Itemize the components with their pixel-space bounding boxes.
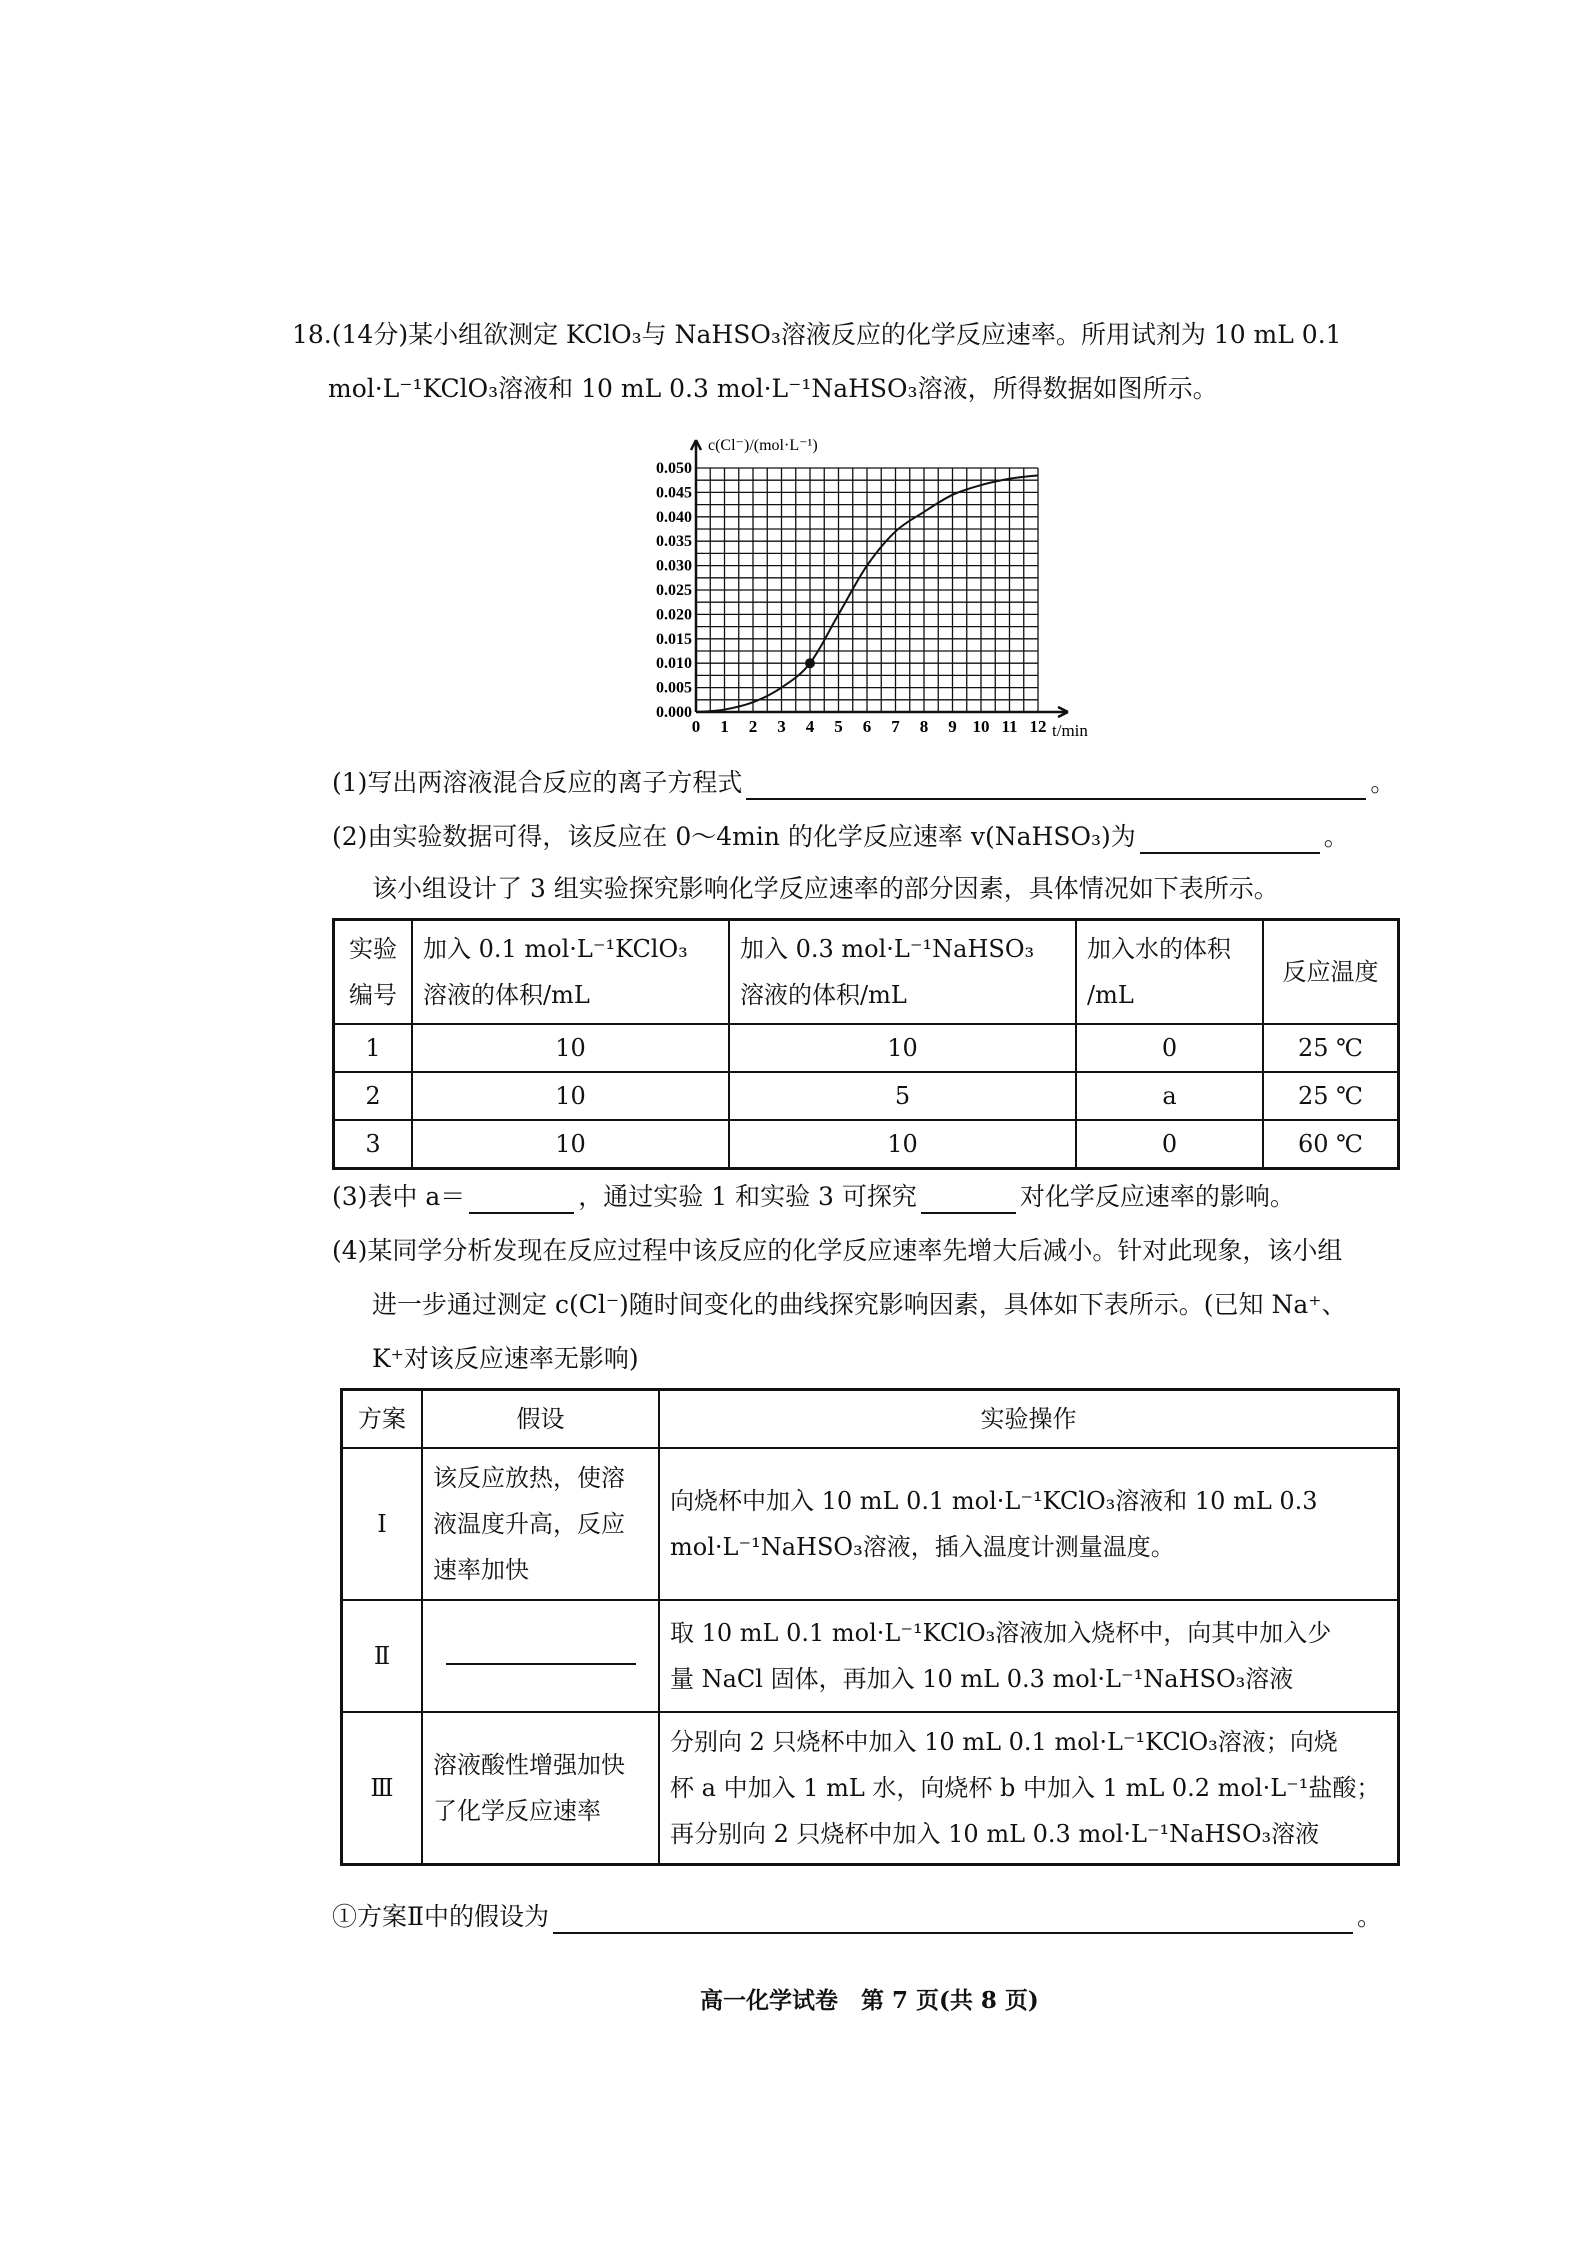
cell-kclo3: 10 bbox=[412, 1024, 729, 1072]
cell-kclo3: 10 bbox=[412, 1072, 729, 1120]
q2-text: (2)由实验数据可得，该反应在 0～4min 的化学反应速率 v(NaHSO₃)为 bbox=[332, 822, 1136, 851]
table-row bbox=[342, 1712, 1399, 1865]
x-axis bbox=[696, 707, 1068, 717]
cell-id: 1 bbox=[334, 1024, 413, 1072]
x-tick-label: 0 bbox=[691, 717, 701, 736]
table-row bbox=[334, 1120, 1399, 1169]
q2-line bbox=[332, 820, 1349, 854]
x-tick-label: 11 bbox=[1001, 717, 1018, 736]
y-tick-label: 0.015 bbox=[656, 630, 692, 648]
table1-intro: 该小组设计了 3 组实验探究影响化学反应速率的部分因素，具体情况如下表所示。 bbox=[372, 874, 1279, 903]
x-tick-label: 10 bbox=[972, 717, 990, 736]
marked-point bbox=[805, 658, 815, 668]
cell-nahso3: 5 bbox=[729, 1072, 1076, 1120]
x-tick-label: 4 bbox=[805, 717, 815, 736]
cell-scheme: Ⅱ bbox=[342, 1600, 423, 1712]
q3-line bbox=[332, 1180, 1295, 1214]
cell-nahso3: 10 bbox=[729, 1120, 1076, 1169]
experiment-table bbox=[332, 918, 1400, 1170]
chart-tick-labels bbox=[656, 460, 1047, 736]
q1-answer-blank[interactable] bbox=[746, 772, 1366, 800]
y-tick-label: 0.035 bbox=[656, 533, 692, 551]
cell-kclo3: 10 bbox=[412, 1120, 729, 1169]
y-tick-label: 0.020 bbox=[656, 606, 692, 624]
page-footer: 高一化学试卷 第 7 页(共 8 页) bbox=[700, 1987, 1039, 2014]
y-tick-label: 0.050 bbox=[656, 460, 692, 477]
q2-end: 。 bbox=[1323, 822, 1349, 851]
y-tick-label: 0.010 bbox=[656, 655, 692, 673]
q3-part3: 对化学反应速率的影响。 bbox=[1019, 1182, 1295, 1211]
header-water: 加入水的体积 /mL bbox=[1076, 920, 1263, 1025]
table-row bbox=[342, 1448, 1399, 1600]
hypothesis-blank[interactable] bbox=[446, 1633, 636, 1665]
cell-hypothesis: 该反应放热，使溶 液温度升高，反应 速率加快 bbox=[422, 1448, 659, 1600]
q4-1-text: ①方案Ⅱ中的假设为 bbox=[332, 1902, 549, 1931]
table-header-row bbox=[334, 920, 1399, 1025]
y-tick-label: 0.040 bbox=[656, 508, 692, 526]
cell-temp: 25 ℃ bbox=[1263, 1024, 1399, 1072]
cell-hypothesis: 溶液酸性增强加快 了化学反应速率 bbox=[422, 1712, 659, 1865]
q4-1-end: 。 bbox=[1357, 1902, 1383, 1931]
y-tick-label: 0.030 bbox=[656, 557, 692, 575]
cell-hypothesis bbox=[422, 1600, 659, 1712]
header-nahso3: 加入 0.3 mol·L⁻¹NaHSO₃ 溶液的体积/mL bbox=[729, 920, 1076, 1025]
q1-end: 。 bbox=[1370, 768, 1396, 797]
q3-part2: ，通过实验 1 和实验 3 可探究 bbox=[578, 1182, 917, 1211]
table-row bbox=[334, 1072, 1399, 1120]
q1-text: (1)写出两溶液混合反应的离子方程式 bbox=[332, 768, 743, 797]
cell-operation: 向烧杯中加入 10 mL 0.1 mol·L⁻¹KClO₃溶液和 10 mL 0.3 mol·L⁻¹NaHSO₃溶液，插入温度计测量温度。 bbox=[659, 1448, 1399, 1600]
x-axis-label: t/min bbox=[1052, 721, 1088, 740]
q4-line-3: K⁺对该反应速率无影响) bbox=[372, 1344, 639, 1373]
header-kclo3: 加入 0.1 mol·L⁻¹KClO₃ 溶液的体积/mL bbox=[412, 920, 729, 1025]
cell-id: 2 bbox=[334, 1072, 413, 1120]
q2-answer-blank[interactable] bbox=[1140, 826, 1320, 854]
cell-scheme: Ⅰ bbox=[342, 1448, 423, 1600]
question-line-1: 18.(14分)某小组欲测定 KClO₃与 NaHSO₃溶液反应的化学反应速率。所用试剂为 10 mL 0.1 bbox=[292, 320, 1342, 349]
x-tick-label: 9 bbox=[948, 717, 957, 736]
x-tick-label: 6 bbox=[862, 717, 872, 736]
table-row bbox=[334, 1024, 1399, 1072]
q4-line-1: (4)某同学分析发现在反应过程中该反应的化学反应速率先增大后减小。针对此现象，该小组 bbox=[332, 1236, 1343, 1265]
cell-water: 0 bbox=[1076, 1024, 1263, 1072]
scheme-table bbox=[340, 1388, 1400, 1866]
y-tick-label: 0.045 bbox=[656, 484, 692, 502]
q4-line-2: 进一步通过测定 c(Cl⁻)随时间变化的曲线探究影响因素，具体如下表所示。(已知 Na⁺、 bbox=[372, 1290, 1347, 1319]
x-tick-label: 2 bbox=[748, 717, 758, 736]
cell-water: a bbox=[1076, 1072, 1263, 1120]
q4-1-line bbox=[332, 1900, 1382, 1934]
question-line-2: mol·L⁻¹KClO₃溶液和 10 mL 0.3 mol·L⁻¹NaHSO₃溶液，所得数据如图所示。 bbox=[328, 374, 1218, 403]
header-scheme: 方案 bbox=[342, 1390, 423, 1449]
q1-line bbox=[332, 766, 1395, 800]
header-temp: 反应温度 bbox=[1263, 920, 1399, 1025]
cell-operation: 取 10 mL 0.1 mol·L⁻¹KClO₃溶液加入烧杯中，向其中加入少 量 NaCl 固体，再加入 10 mL 0.3 mol·L⁻¹NaHSO₃溶液 bbox=[659, 1600, 1399, 1712]
x-tick-label: 5 bbox=[834, 717, 843, 736]
q3-answer-blank-a[interactable] bbox=[469, 1186, 574, 1214]
chart-grid bbox=[696, 468, 1038, 712]
q3-part1: (3)表中 a＝ bbox=[332, 1182, 466, 1211]
y-tick-label: 0.005 bbox=[656, 679, 692, 697]
header-hypothesis: 假设 bbox=[422, 1390, 659, 1449]
y-axis-label: c(Cl⁻)/(mol·L⁻¹) bbox=[708, 437, 818, 454]
y-tick-label: 0.000 bbox=[656, 704, 692, 721]
q4-1-answer-blank[interactable] bbox=[553, 1906, 1353, 1934]
cell-nahso3: 10 bbox=[729, 1024, 1076, 1072]
concentration-time-chart bbox=[620, 430, 1120, 750]
header-operation: 实验操作 bbox=[659, 1390, 1399, 1449]
cell-operation: 分别向 2 只烧杯中加入 10 mL 0.1 mol·L⁻¹KClO₃溶液；向烧 杯 a 中加入 1 mL 水，向烧杯 b 中加入 1 mL 0.2 mol·L⁻¹盐酸； 再分别向 2 只烧杯中加入 10 mL 0.3 mol·L⁻¹NaHSO₃溶液 bbox=[659, 1712, 1399, 1865]
q3-answer-blank-factor[interactable] bbox=[921, 1186, 1016, 1214]
cell-temp: 25 ℃ bbox=[1263, 1072, 1399, 1120]
table-row bbox=[342, 1600, 1399, 1712]
table-header-row bbox=[342, 1390, 1399, 1449]
x-tick-label: 12 bbox=[1029, 717, 1047, 736]
cell-temp: 60 ℃ bbox=[1263, 1120, 1399, 1169]
x-tick-label: 1 bbox=[720, 717, 729, 736]
x-tick-label: 3 bbox=[777, 717, 786, 736]
y-tick-label: 0.025 bbox=[656, 582, 692, 599]
cell-scheme: Ⅲ bbox=[342, 1712, 423, 1865]
header-id: 实验 编号 bbox=[334, 920, 413, 1025]
x-tick-label: 8 bbox=[919, 717, 929, 736]
x-tick-label: 7 bbox=[891, 717, 900, 736]
cell-water: 0 bbox=[1076, 1120, 1263, 1169]
cell-id: 3 bbox=[334, 1120, 413, 1169]
